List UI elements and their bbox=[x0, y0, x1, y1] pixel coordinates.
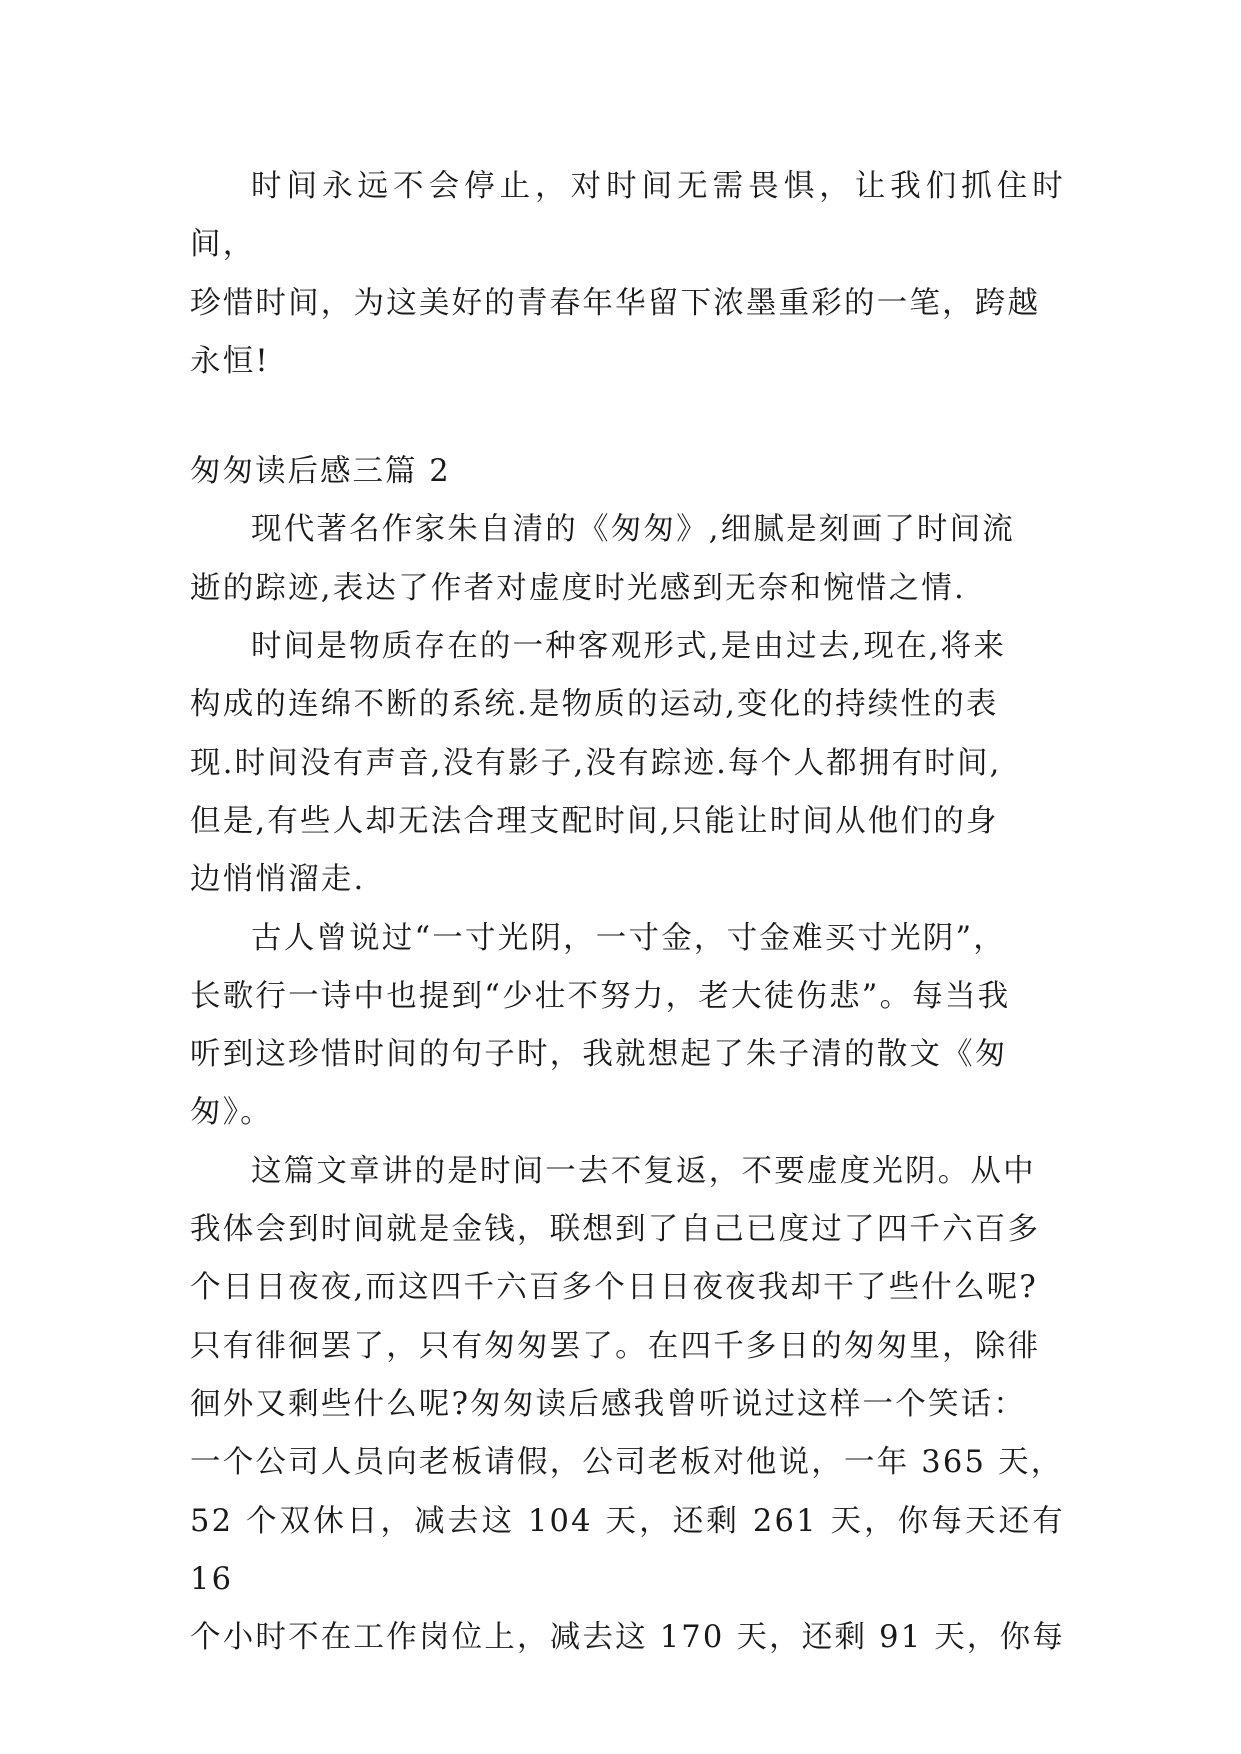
paragraph-time-definition: 时间是物质存在的一种客观形式,是由过去,现在,将来 构成的连绵不断的系统.是物质的运动,变化的持续性的表 现.时间没有声音,没有影子,没有踪迹.每个人都拥有时间, 但是,有些人却无法合理支配时间,只能让时间从他们的身 边悄悄溜走. bbox=[190, 629, 1007, 898]
paragraph-ancient-sayings: 古人曾说过“一寸光阴，一寸金，寸金难买寸光阴”， 长歌行一诗中也提到“少壮不努力，老大徒伤悲”。每当我 听到这珍惜时间的句子时，我就想起了朱子清的散文《匆 匆》。 bbox=[190, 920, 1011, 1131]
section-heading: 匆匆读后感三篇 2 bbox=[190, 454, 451, 490]
document-body bbox=[190, 158, 1065, 1667]
paragraph-closing: 时间永远不会停止，对时间无需畏惧，让我们抓住时间， 珍惜时间，为这美好的青春年华留下浓墨重彩的一笔，跨越 永恒! bbox=[190, 169, 1065, 379]
paragraph-reflection: 这篇文章讲的是时间一去不复返，不要虚度光阴。从中 我体会到时间就是金钱，联想到了自己已度过了四千六百多 个日日夜夜,而这四千六百多个日日夜夜我却干了些什么呢? 只有徘徊罢了，只有匆匆罢了。在四千多日的匆匆里，除徘 徊外又剩些什么呢?匆匆读后感我曾听说过这样一个笑话： 一个公司人员向老板请假，公司老板对他说，一年 365 天， 52 个双休日，减去这 104 天，还剩 261 天，你每天还有 16 个小时不在工作岗位上，减去这 170 天，还剩 91 天，你每 bbox=[190, 1153, 1066, 1656]
paragraph-intro: 现代著名作家朱自清的《匆匆》,细腻是刻画了时间流 逝的踪迹,表达了作者对虚度时光感到无奈和惋惜之情. bbox=[190, 512, 1015, 606]
